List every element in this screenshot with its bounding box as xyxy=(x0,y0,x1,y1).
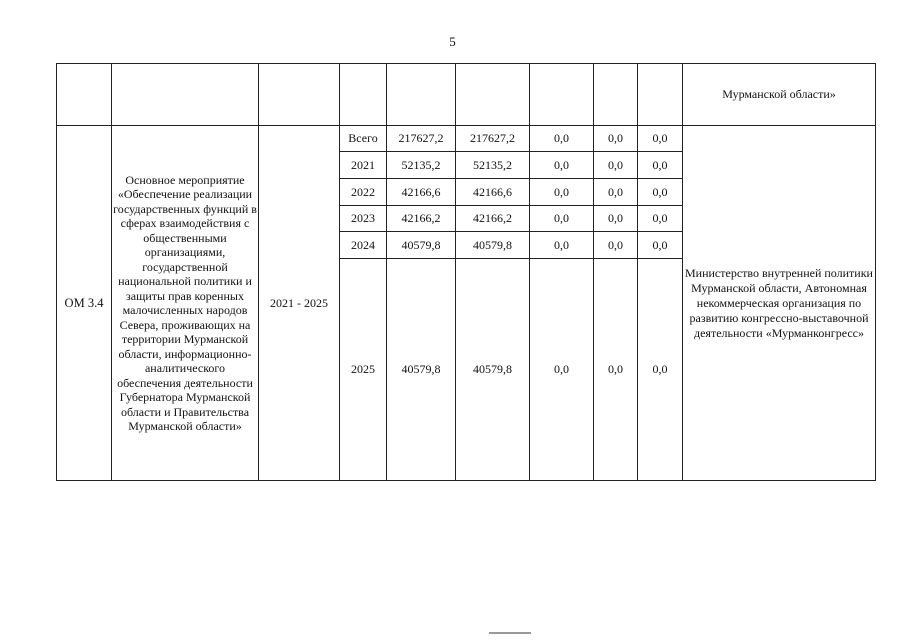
value-cell: 0,0 xyxy=(638,126,683,152)
total-cell: 42166,2 xyxy=(387,206,456,232)
year-cell: 2023 xyxy=(340,206,387,232)
total-cell: 52135,2 xyxy=(387,152,456,179)
continuation-row xyxy=(57,64,876,126)
empty-cell xyxy=(57,64,112,126)
total-cell: 42166,6 xyxy=(387,179,456,206)
value-cell: 42166,6 xyxy=(456,179,530,206)
year-cell: 2025 xyxy=(340,259,387,481)
value-cell: 217627,2 xyxy=(456,126,530,152)
year-cell: Всего xyxy=(340,126,387,152)
table-row xyxy=(57,126,876,152)
total-cell: 40579,8 xyxy=(387,259,456,481)
value-cell: 0,0 xyxy=(530,179,594,206)
value-cell: 0,0 xyxy=(530,206,594,232)
activity-period: 2021 - 2025 xyxy=(259,126,340,481)
empty-cell xyxy=(456,64,530,126)
empty-cell xyxy=(112,64,259,126)
value-cell: 0,0 xyxy=(530,232,594,259)
page-number: 5 xyxy=(449,34,456,49)
value-cell: 40579,8 xyxy=(456,259,530,481)
responsible-cell: Министерство внутренней политики Мурманской области, Автономная некоммерческая организация по развитию конгрессно-выставочной деятельности «Мурманконгресс» xyxy=(683,126,876,481)
value-cell: 0,0 xyxy=(638,152,683,179)
value-cell: 0,0 xyxy=(530,259,594,481)
value-cell: 40579,8 xyxy=(456,232,530,259)
empty-cell xyxy=(530,64,594,126)
responsible-cell: Мурманской области» xyxy=(683,64,876,126)
value-cell: 0,0 xyxy=(530,152,594,179)
empty-cell xyxy=(638,64,683,126)
year-cell: 2022 xyxy=(340,179,387,206)
empty-cell xyxy=(387,64,456,126)
value-cell: 0,0 xyxy=(594,179,638,206)
value-cell: 0,0 xyxy=(638,206,683,232)
value-cell: 0,0 xyxy=(530,126,594,152)
empty-cell xyxy=(259,64,340,126)
year-cell: 2024 xyxy=(340,232,387,259)
value-cell: 0,0 xyxy=(638,259,683,481)
page-edge-mark xyxy=(489,632,531,634)
empty-cell xyxy=(340,64,387,126)
activity-description: Основное мероприятие «Обеспечение реализации государственных функций в сферах взаимодействия с общественными организациями, государственной национальной политики и защиты прав коренных малочисленных народов Севера, проживающих на территории Мурманской области, информационно-аналитического обеспечения деятельности Губернатора Мурманской области и Правительства Мурманской области» xyxy=(112,126,259,481)
total-cell: 40579,8 xyxy=(387,232,456,259)
activity-code: ОМ 3.4 xyxy=(57,126,112,481)
value-cell: 0,0 xyxy=(594,126,638,152)
program-activities-table xyxy=(56,63,876,481)
value-cell: 0,0 xyxy=(594,232,638,259)
value-cell: 0,0 xyxy=(594,152,638,179)
value-cell: 0,0 xyxy=(638,179,683,206)
empty-cell xyxy=(594,64,638,126)
value-cell: 0,0 xyxy=(638,232,683,259)
value-cell: 0,0 xyxy=(594,259,638,481)
value-cell: 52135,2 xyxy=(456,152,530,179)
year-cell: 2021 xyxy=(340,152,387,179)
value-cell: 0,0 xyxy=(594,206,638,232)
value-cell: 42166,2 xyxy=(456,206,530,232)
total-cell: 217627,2 xyxy=(387,126,456,152)
